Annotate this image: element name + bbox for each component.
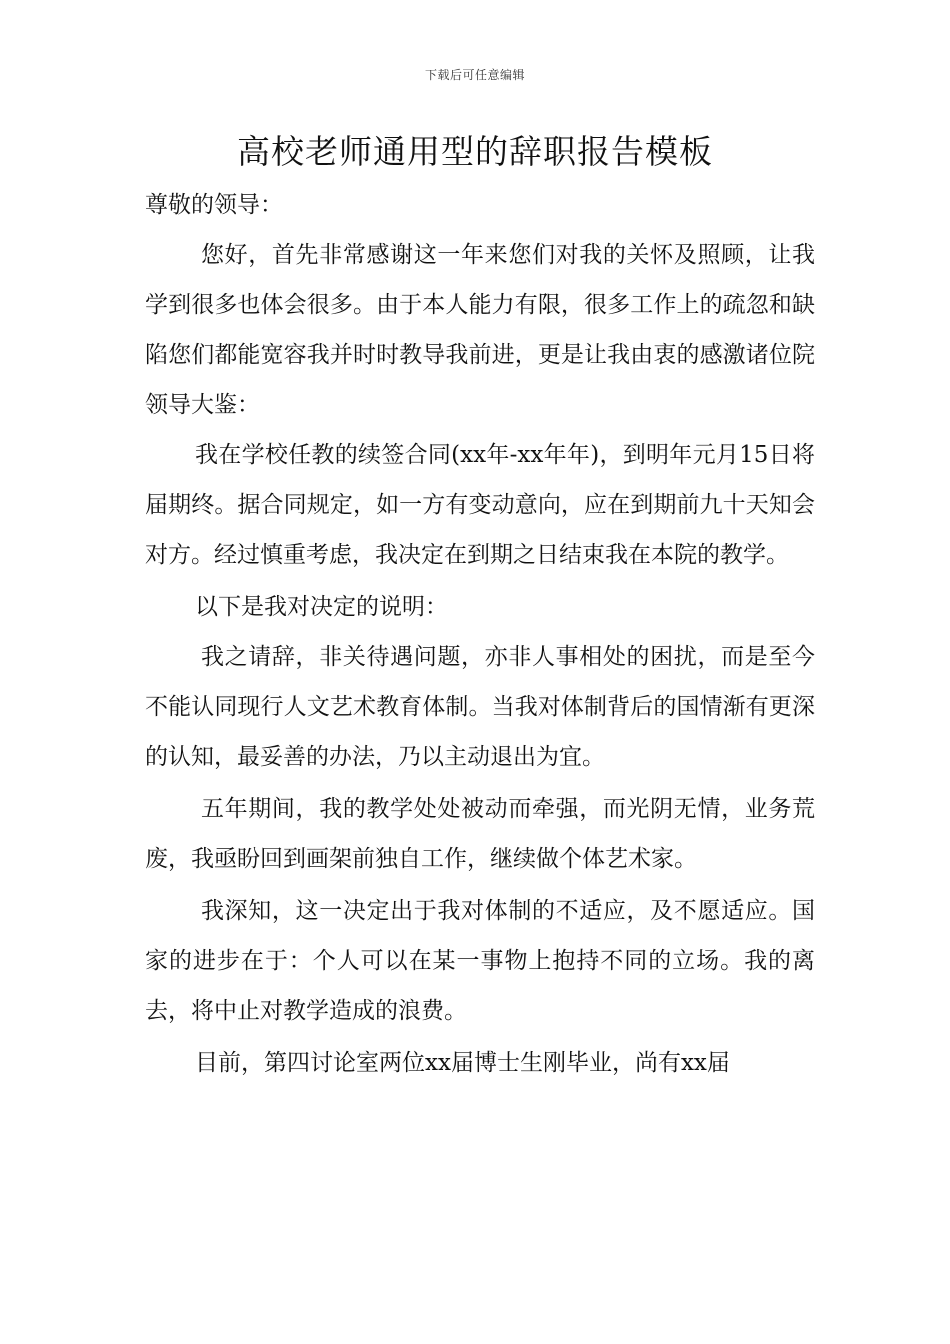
paragraph-five-years: 五年期间，我的教学处处被动而牵强，而光阴无情，业务荒废，我亟盼回到画架前独自工作，继续做个体艺术家。 — [145, 796, 815, 872]
salutation: 尊敬的领导： — [145, 192, 283, 218]
paragraph-greeting: 您好，首先非常感谢这一年来您们对我的关怀及照顾，让我学到很多也体会很多。由于本人能力有限，很多工作上的疏忽和缺陷您们都能宽容我并时时教导我前进，更是让我由衷的感激诸位院领导大鉴： — [145, 242, 815, 418]
header-note: 下载后可任意编辑 — [424, 68, 525, 82]
paragraph-explanation-intro: 以下是我对决定的说明： — [195, 594, 448, 620]
paragraph-awareness: 我深知，这一决定出于我对体制的不适应，及不愿适应。国家的进步在于：个人可以在某一事物上抱持不同的立场。我的离去，将中止对教学造成的浪费。 — [145, 898, 815, 1024]
paragraph-reason: 我之请辞，非关待遇问题，亦非人事相处的困扰，而是至今不能认同现行人文艺术教育体制。当我对体制背后的国情渐有更深的认知，最妥善的办法，乃以主动退出为宜。 — [145, 644, 815, 770]
paragraph-students: 目前，第四讨论室两位xx届博士生刚毕业，尚有xx届 — [195, 1050, 730, 1076]
document-title: 高校老师通用型的辞职报告模板 — [237, 132, 713, 171]
paragraph-contract: 我在学校任教的续签合同(xx年-xx年年)，到明年元月15日将届期终。据合同规定，如一方有变动意向，应在到期前九十天知会对方。经过慎重考虑，我决定在到期之日结束我在本院的教学。 — [145, 442, 815, 568]
document-body — [145, 180, 815, 1088]
